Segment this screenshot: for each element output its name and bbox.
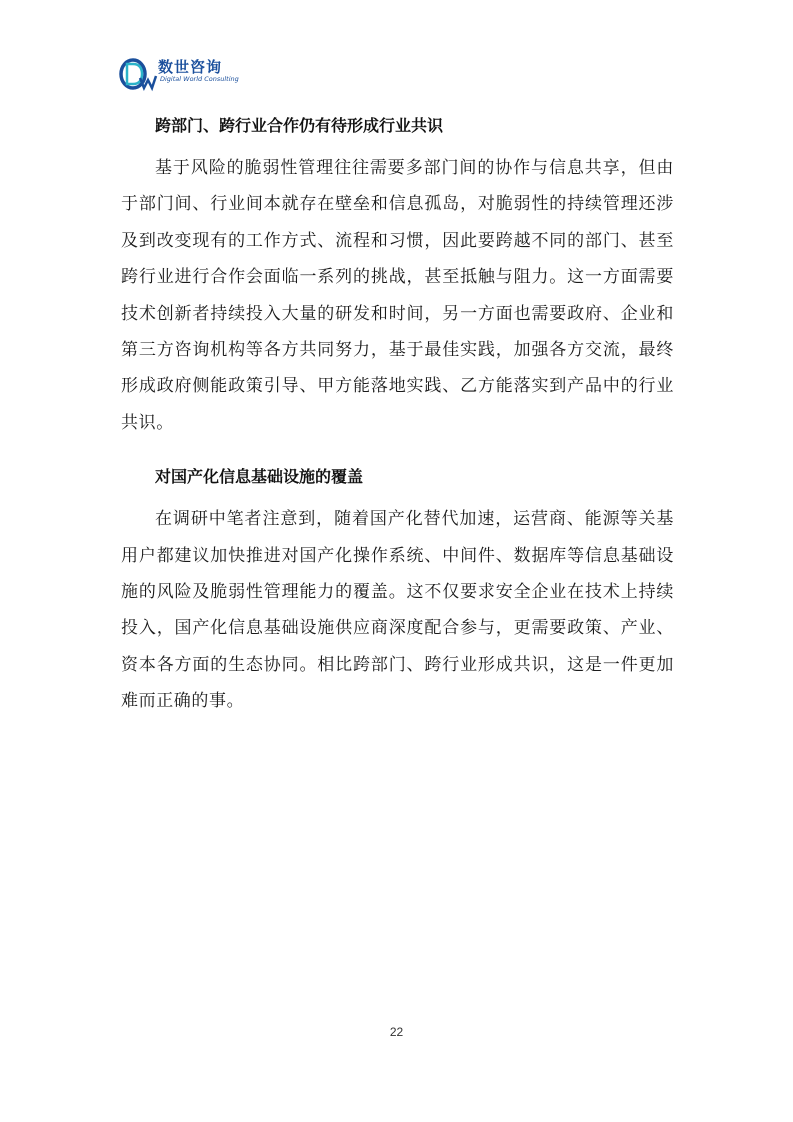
company-logo (118, 52, 268, 104)
page-number: 22 (389, 1025, 404, 1039)
section (121, 459, 674, 719)
section-paragraph: 基于风险的脆弱性管理往往需要多部门间的协作与信息共享，但由于部门间、行业间本就存在壁垒和信息孤岛，对脆弱性的持续管理还涉及到改变现有的工作方式、流程和习惯，因此要跨越不同的部门、甚至跨行业进行合作会面临一系列的挑战，甚至抵触与阻力。这一方面需要技术创新者持续投入大量的研发和时间，另一方面也需要政府、企业和第三方咨询机构等各方共同努力，基于最佳实践，加强各方交流，最终形成政府侧能政策引导、甲方能落地实践、乙方能落实到产品中的行业共识。 (121, 158, 674, 433)
dw-logo-icon (118, 52, 158, 92)
logo-chinese-name: 数世咨询 (158, 58, 223, 76)
section-heading: 对国产化信息基础设施的覆盖 (155, 467, 364, 487)
section-heading: 跨部门、跨行业合作仍有待形成行业共识 (155, 116, 444, 135)
document-body (121, 108, 674, 720)
logo-english-name: Digital World Consulting (160, 75, 239, 83)
section-paragraph: 在调研中笔者注意到，随着国产化替代加速，运营商、能源等关基用户都建议加快推进对国产化操作系统、中间件、数据库等信息基础设施的风险及脆弱性管理能力的覆盖。这不仅要求安全企业在技术上持续投入，国产化信息基础设施供应商深度配合参与，更需要政策、产业、资本各方面的生态协同。相比跨部门、跨行业形成共识，这是一件更加难而正确的事。 (121, 509, 674, 712)
